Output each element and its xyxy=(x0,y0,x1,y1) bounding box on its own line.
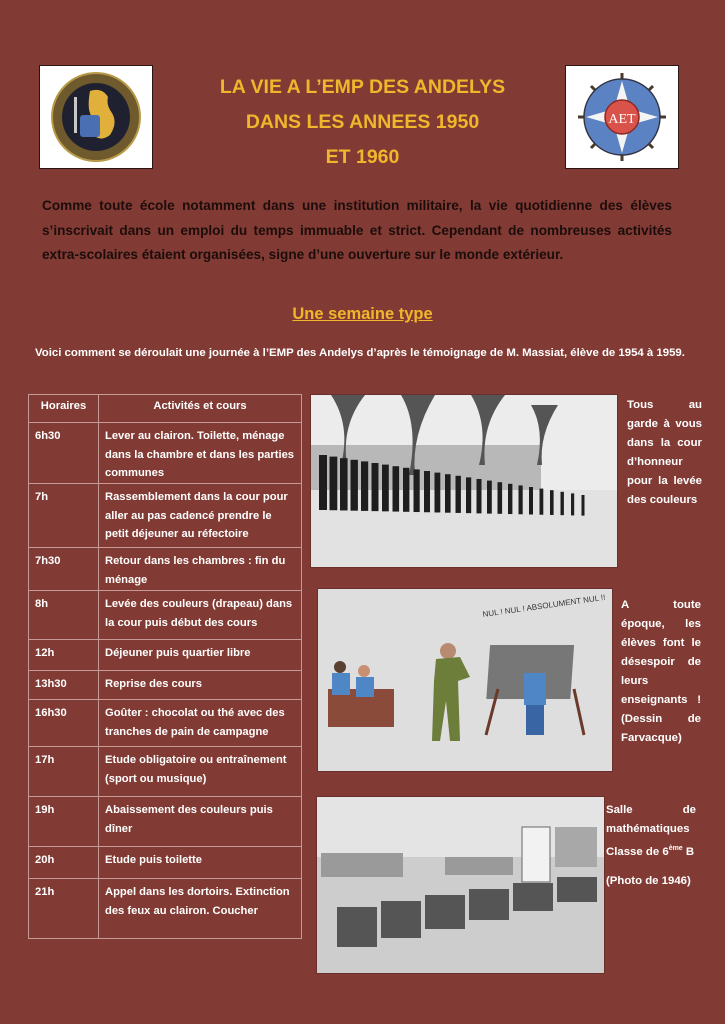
schedule-time: 7h30 xyxy=(29,548,99,591)
desk-figure xyxy=(425,895,465,929)
aet-emblem-logo xyxy=(565,65,679,169)
desk-figure xyxy=(469,889,509,920)
classroom-caption-line-3: (Photo de 1946) xyxy=(606,874,691,887)
schedule-activity: Déjeuner puis quartier libre xyxy=(99,640,302,671)
soldier-figure xyxy=(571,493,574,515)
desk-figure xyxy=(513,883,553,911)
schedule-row xyxy=(29,423,302,484)
soldier-figure xyxy=(361,461,368,511)
soldier-figure xyxy=(540,489,544,515)
schedule-header-row xyxy=(29,395,302,423)
desk-figure xyxy=(381,901,421,938)
schedule-time: 12h xyxy=(29,640,99,671)
soldier-figure xyxy=(561,492,564,515)
schedule-activity: Levée des couleurs (drapeau) dans la cour puis début des cours xyxy=(99,591,302,640)
school-crest-lion-icon xyxy=(50,71,142,163)
soldier-figure xyxy=(487,481,492,514)
schedule-activity: Etude obligatoire ou entraînement (sport ou musique) xyxy=(99,747,302,797)
soldier-figure xyxy=(414,469,420,512)
schedule-time: 7h xyxy=(29,484,99,548)
schedule-row xyxy=(29,879,302,939)
soldier-figure xyxy=(382,465,389,512)
soldier-figure xyxy=(498,482,503,514)
soldier-figure xyxy=(435,473,441,513)
schedule-row xyxy=(29,700,302,747)
header-activites: Activités et cours xyxy=(99,395,302,423)
soldier-figure xyxy=(424,471,430,512)
soldier-figure xyxy=(319,455,327,510)
classroom-caption-class-prefix: Classe de 6 xyxy=(606,845,669,858)
classroom-illustration xyxy=(317,797,604,973)
schedule-activity: Appel dans les dortoirs. Extinction des feux au clairon. Coucher xyxy=(99,879,302,939)
schedule-time: 20h xyxy=(29,847,99,879)
soldier-figure xyxy=(330,457,338,511)
school-crest-logo xyxy=(39,65,153,169)
schedule-time: 17h xyxy=(29,747,99,797)
soldier-figure xyxy=(519,485,523,514)
lead-paragraph: Voici comment se déroulait une journée à l’EMP des Andelys d’après le témoignage de M. Massiat, élève de 1954 à 1959. xyxy=(35,347,685,359)
title-line-1: LA VIE A L’EMP DES ANDELYS xyxy=(219,76,506,98)
schedule-activity: Abaissement des couleurs puis dîner xyxy=(99,797,302,847)
schedule-row xyxy=(29,671,302,700)
header-horaires: Horaires xyxy=(29,395,99,423)
schedule-time: 6h30 xyxy=(29,423,99,484)
schedule-time: 19h xyxy=(29,797,99,847)
schedule-row xyxy=(29,797,302,847)
soldier-figure xyxy=(393,466,400,511)
schedule-row xyxy=(29,747,302,797)
aet-wheel-emblem-icon xyxy=(574,69,670,165)
schedule-row xyxy=(29,591,302,640)
classroom-caption-line-2 xyxy=(606,839,696,862)
classroom-caption-line-1: Salle de mathématiques xyxy=(606,804,696,835)
desk-figure xyxy=(557,877,597,902)
soldier-figure xyxy=(445,474,451,513)
schedule-activity: Rassemblement dans la cour pour aller au pas cadencé prendre le petit déjeuner au réfectoire xyxy=(99,484,302,548)
soldier-figure xyxy=(477,479,482,513)
parade-caption: Tous au garde à vous dans la cour d’honneur pour la levée des couleurs xyxy=(627,399,702,506)
classroom-caption-superscript: ème xyxy=(668,845,683,852)
parade-illustration xyxy=(311,395,617,567)
soldier-figure xyxy=(529,487,533,515)
title-line-3: ET 1960 xyxy=(325,146,400,168)
page-title xyxy=(170,70,555,175)
schedule-row xyxy=(29,484,302,548)
schedule-activity: Etude puis toilette xyxy=(99,847,302,879)
schedule-row xyxy=(29,640,302,671)
schedule-time: 21h xyxy=(29,879,99,939)
aet-letters: AET xyxy=(608,112,636,127)
title-line-2: DANS LES ANNEES 1950 xyxy=(245,111,480,133)
schedule-time: 13h30 xyxy=(29,671,99,700)
cartoon-illustration xyxy=(318,589,612,771)
schedule-activity: Goûter : chocolat ou thé avec des tranches de pain de campagne xyxy=(99,700,302,747)
section-title: Une semaine type xyxy=(292,305,433,323)
soldier-figure xyxy=(466,477,471,513)
schedule-activity: Reprise des cours xyxy=(99,671,302,700)
soldier-figure xyxy=(372,463,379,511)
classroom-photo xyxy=(316,796,605,974)
soldier-figure xyxy=(582,495,585,516)
cartoon-speech-text: NUL ! NUL ! ABSOLUMENT NUL !! xyxy=(482,592,606,619)
classroom-caption-class-suffix: B xyxy=(682,845,695,858)
cartoon-drawing xyxy=(317,588,613,772)
intro-paragraph: Comme toute école notamment dans une institution militaire, la vie quotidienne des élèves s’inscrivait dans un emploi du temps immuable et strict. Cependant de nombreuses activités extra-scolaires étaient organisées, signe d’une ouverture sur le monde extérieur. xyxy=(42,198,672,262)
schedule-time: 16h30 xyxy=(29,700,99,747)
soldier-figure xyxy=(403,468,409,512)
schedule-activity: Retour dans les chambres : fin du ménage xyxy=(99,548,302,591)
schedule-row xyxy=(29,548,302,591)
classroom-caption xyxy=(606,801,696,891)
soldier-figure xyxy=(508,484,512,514)
desk-figure xyxy=(337,907,377,947)
schedule-table xyxy=(28,394,302,939)
soldier-figure xyxy=(340,458,348,510)
soldier-figure xyxy=(456,476,461,513)
soldier-figure xyxy=(550,490,554,515)
drawing-caption: A toute époque, les élèves font le désespoir de leurs enseignants ! (Dessin de Farvacque) xyxy=(621,599,701,744)
schedule-activity: Lever au clairon. Toilette, ménage dans la chambre et dans les parties communes xyxy=(99,423,302,484)
parade-photo xyxy=(310,394,618,568)
soldier-figure xyxy=(351,460,358,511)
schedule-time: 8h xyxy=(29,591,99,640)
schedule-row xyxy=(29,847,302,879)
